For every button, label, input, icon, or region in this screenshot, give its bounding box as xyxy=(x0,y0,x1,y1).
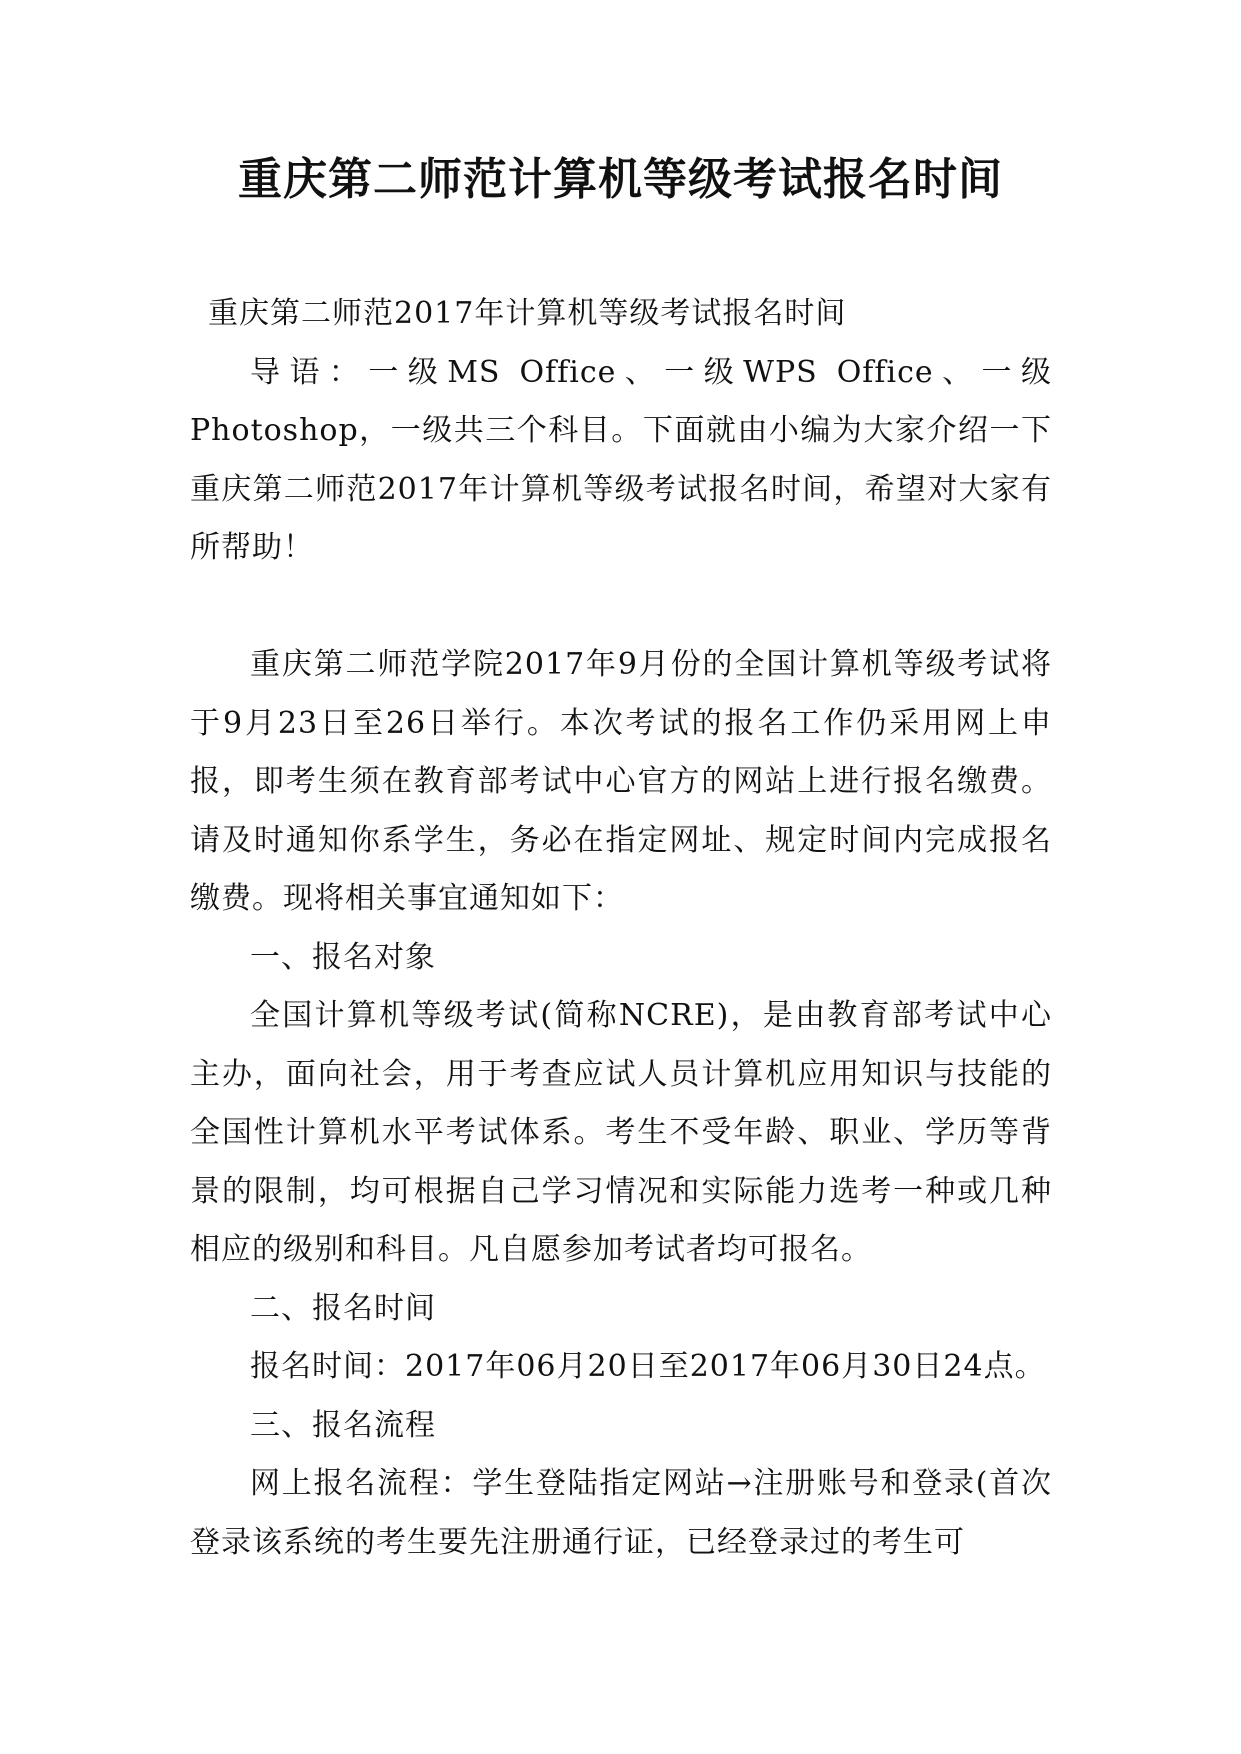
paragraph-spacer xyxy=(190,578,1052,637)
document-body xyxy=(190,285,1052,1572)
document-title: 重庆第二师范计算机等级考试报名时间 xyxy=(238,154,1003,205)
section-heading-registration-process: 三、报名流程 xyxy=(250,1407,436,1443)
section-body-registration-process: 网上报名流程：学生登陆指定网站→注册账号和登录(首次登录该系统的考生要先注册通行证，已经登录过的考生可 xyxy=(190,1466,1052,1560)
section-heading-registration-time: 二、报名时间 xyxy=(250,1290,436,1326)
notice-paragraph: 重庆第二师范学院2017年9月份的全国计算机等级考试将于9月23日至26日举行。本次考试的报名工作仍采用网上申报，即考生须在教育部考试中心官方的网站上进行报名缴费。请及时通知你系学生，务必在指定网址、规定时间内完成报名缴费。现将相关事宜通知如下： xyxy=(190,647,1052,916)
intro-paragraph: 导语：一级MS Office、一级WPS Office、一级Photoshop，一级共三个科目。下面就由小编为大家介绍一下重庆第二师范2017年计算机等级考试报名时间，希望对大家有所帮助！ xyxy=(190,354,1052,565)
document-subtitle: 重庆第二师范2017年计算机等级考试报名时间 xyxy=(208,296,847,331)
section-heading-applicants: 一、报名对象 xyxy=(250,939,436,975)
section-body-applicants: 全国计算机等级考试(简称NCRE)，是由教育部考试中心主办，面向社会，用于考查应试人员计算机应用知识与技能的全国性计算机水平考试体系。考生不受年龄、职业、学历等背景的限制，均可根据自己学习情况和实际能力选考一种或几种相应的级别和科目。凡自愿参加考试者均可报名。 xyxy=(190,998,1052,1267)
section-body-registration-time: 报名时间：2017年06月20日至2017年06月30日24点。 xyxy=(250,1349,1046,1384)
